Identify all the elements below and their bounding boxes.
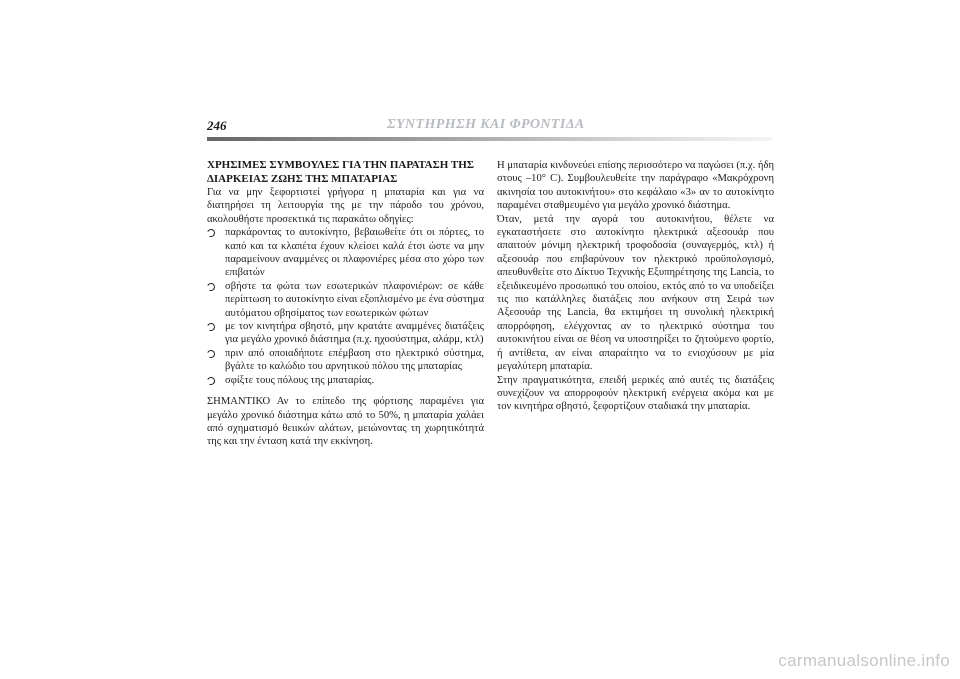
list-item-text: παρκάροντας το αυτοκίνητο, βεβαιωθείτε ότι οι πόρτες, το καπό και τα κλαπέτα έχουν κλείσει καλά έτσι ώστε να μην παραμείνουν αναμμένες οι πλαφονιέρες μέσα στο χώρο των επιβατών [225, 227, 484, 279]
bullet-icon [206, 228, 216, 238]
left-column [207, 159, 484, 449]
body-paragraph: Στην πραγματικότητα, επειδή μερικές από αυτές τις διατάξεις συνεχίζουν να απορροφούν ηλεκτρική ενέργεια ακόμα και με τον κινητήρα σβηστό, ξεφορτίζουν σταδιακά την μπαταρία. [497, 374, 774, 413]
header-rule [207, 137, 772, 141]
bullet-icon [206, 322, 216, 332]
bullet-icon [206, 349, 216, 359]
page-number: 246 [207, 118, 227, 133]
list-item [207, 320, 484, 347]
spacer [207, 387, 484, 395]
body-paragraph: Όταν, μετά την αγορά του αυτοκινήτου, θέλετε να εγκαταστήσετε στο αυτοκίνητο ηλεκτρικά αξεσουάρ που απαιτούν μόνιμη ηλεκτρική τροφοδοσία (συναγερμός, κτλ) ή αξεσουάρ που επιβαρύνουν τον ηλεκτρικό προϋπολογισμό, απευθυνθείτε στο Δίκτυο Τεχνικής Εξυπηρέτησης της Lancia, το εξειδικευμένο προσωπικό του οποίου, εκτός από το να υποδείξει τις πιο κατάλληλες διατάξεις που ανήκουν στη Σειρά των Αξεσουάρ της Lancia, θα εκτιμήσει τη συνολική ηλεκτρική απορρόφηση, ελέγχοντας αν το ηλεκτρικό σύστημα του αυτοκινήτου είναι σε θέση να υποστηρίξει το ζητούμενο φορτίο, ή αντίθετα, αν είναι απαραίτητο να το ενισχύσουν με μία μεγαλύτερη μπαταρία. [497, 213, 774, 373]
list-item-text: με τον κινητήρα σβηστό, μην κρατάτε αναμμένες διατάξεις για μεγάλο χρονικό διάστημα (π.χ. ηχοσύστημα, αλάρμ, κτλ) [225, 321, 484, 346]
section-heading: ΧΡΗΣΙΜΕΣ ΣΥΜΒΟΥΛΕΣ ΓΙΑ ΤΗΝ ΠΑΡΑΤΑΣΗ ΤΗΣ ΔΙΑΡΚΕΙΑΣ ΖΩΗΣ ΤΗΣ ΜΠΑΤΑΡΙΑΣ [207, 159, 474, 185]
list-item [207, 347, 484, 374]
list-item-text: πριν από οποιαδήποτε επέμβαση στο ηλεκτρικό σύστημα, βγάλτε το καλώδιο του αρνητικού πόλου της μπαταρίας [225, 347, 484, 373]
list-item [207, 226, 484, 280]
tips-list [207, 226, 484, 387]
important-note: ΣΗΜΑΝΤΙΚΟ Αν το επίπεδο της φόρτισης παραμένει για μεγάλο χρονικό διάστημα κάτω από το 50%, η μπαταρία χαλάει από σχηματισμό θειικών αλάτων, μειώνοντας τη χωρητικότητά της και την ένταση κατά την εκκίνηση. [207, 396, 484, 448]
list-item-text: σβήστε τα φώτα των εσωτερικών πλαφονιέρων: σε κάθε περίπτωση το αυτοκίνητο είναι εξοπλισμένο με ένα σύστημα αυτόματου σβησίματος των εσωτερικών φώτων [225, 280, 484, 319]
body-paragraph: Η μπαταρία κινδυνεύει επίσης περισσότερο να παγώσει (π.χ. ήδη στους –10° C). Συμβουλευθείτε την παράγραφο «Μακρόχρονη ακινησία του αυτοκινήτου» στο κεφάλαιο «3» αν το αυτοκίνητο παραμένει σταθμευμένο για μεγάλο χρονικό διάστημα. [497, 160, 774, 212]
right-column [497, 159, 774, 414]
intro-paragraph: Για να μην ξεφορτιστεί γρήγορα η μπαταρία και για να διατηρήσει τη λειτουργία της με την πάροδο του χρόνου, ακολουθήστε προσεκτικά τις παρακάτω οδηγίες: [207, 187, 484, 225]
section-title: ΣΥΝΤΗΡΗΣΗ ΚΑΙ ΦΡΟΝΤΙΔΑ [387, 117, 585, 132]
list-item [207, 374, 484, 387]
list-item-text: σφίξτε τους πόλους της μπαταρίας. [225, 374, 375, 386]
list-item [207, 280, 484, 320]
watermark: carmanualsonline.info [778, 651, 950, 670]
bullet-icon [206, 282, 216, 292]
bullet-icon [206, 376, 216, 386]
